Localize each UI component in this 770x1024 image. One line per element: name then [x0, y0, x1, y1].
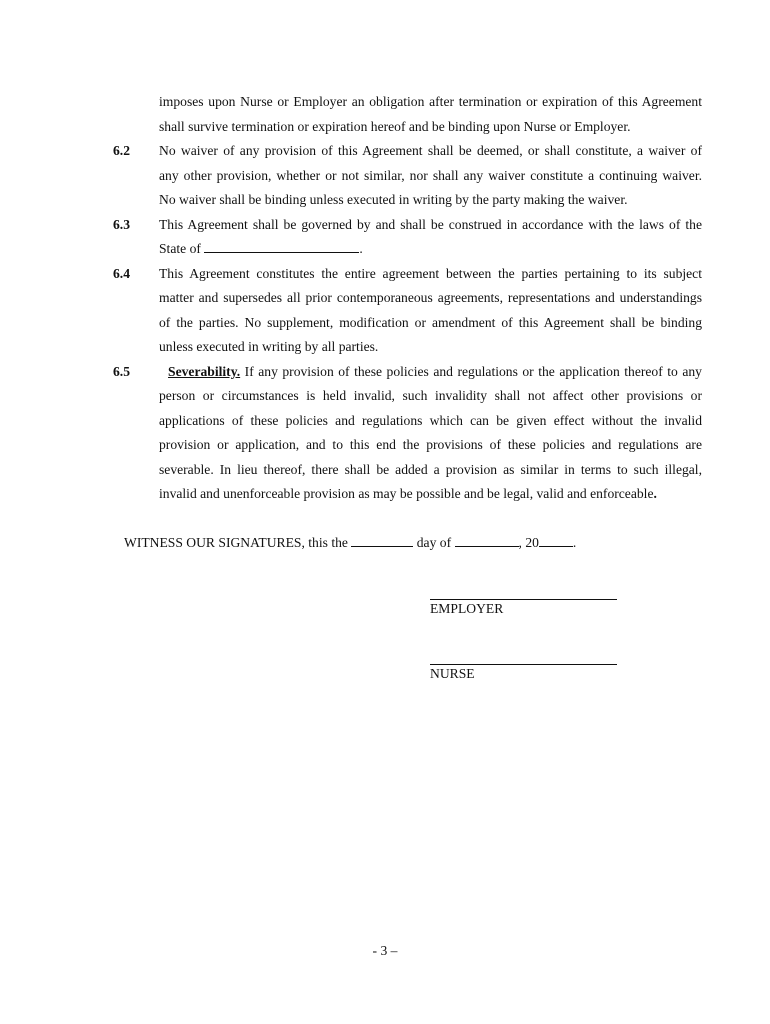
- continuation-line-2: shall survive termination or expiration hereof and be binding upon Nurse or Employer.: [159, 118, 631, 134]
- section-number-6-5: 6.5: [113, 363, 130, 379]
- section-6-5-line-5: severable. In lieu thereof, there shall be added a provision as similar in terms to such illegal,: [159, 461, 702, 477]
- section-6-5-last-line: invalid and unenforceable provision as may be possible and be legal, valid and enforceable: [159, 486, 654, 501]
- witness-end-period: .: [572, 535, 577, 550]
- section-6-5-end-period: .: [653, 486, 657, 501]
- section-6-4-line-3: of the parties. No supplement, modification or amendment of this Agreement shall be binding: [159, 314, 702, 330]
- state-period: .: [359, 241, 363, 256]
- witness-line: [124, 531, 576, 556]
- employer-label: EMPLOYER: [430, 601, 504, 616]
- witness-year-blank[interactable]: [539, 534, 573, 547]
- section-6-4-line-1: This Agreement constitutes the entire agreement between the parties pertaining to its subject: [159, 265, 702, 281]
- severability-heading: Severability.: [168, 363, 241, 379]
- section-6-5-line-2: person or circumstances is held invalid, such invalidity shall not affect other provisions or: [159, 388, 702, 403]
- page-number: - 3 –: [372, 943, 398, 958]
- section-6-3-line-2: [159, 237, 363, 262]
- section-6-2-line-2: any other provision, whether or not similar, nor shall any waiver constitute a continuing waiver.: [159, 167, 702, 183]
- nurse-label: NURSE: [430, 666, 475, 681]
- section-6-5-line-3: applications of these policies and regulations which can be given effect without the invalid: [159, 412, 702, 428]
- witness-month-blank[interactable]: [455, 534, 519, 547]
- section-number-6-3: 6.3: [113, 216, 130, 232]
- section-6-5-line-6: [159, 482, 657, 507]
- section-6-3-line-1: This Agreement shall be governed by and shall be construed in accordance with the laws of the: [159, 216, 702, 232]
- witness-comma-20: , 20: [518, 535, 539, 550]
- continuation-line-1: imposes upon Nurse or Employer an obligation after termination or expiration of this Agreement: [159, 94, 702, 109]
- section-6-2-line-3: No waiver shall be binding unless executed in writing by the party making the waiver.: [159, 192, 628, 207]
- state-of-label: State of: [159, 241, 201, 256]
- witness-day-blank[interactable]: [351, 534, 413, 547]
- witness-day-of: day of: [416, 535, 452, 550]
- section-6-5-first-line-rest: If any provision of these policies and regulations or the application thereof to any: [244, 363, 702, 379]
- witness-prefix: WITNESS OUR SIGNATURES, this the: [124, 535, 348, 550]
- section-6-5-line-1: [159, 360, 702, 385]
- section-6-4-line-2: matter and supersedes all prior contemporaneous agreements, representations and understandings: [159, 290, 702, 305]
- section-number-6-4: 6.4: [113, 265, 130, 281]
- section-6-5-line-4: provision or application, and to this end the provisions of these policies and regulations are: [159, 437, 702, 452]
- section-number-6-2: 6.2: [113, 143, 130, 158]
- section-6-2-line-1: No waiver of any provision of this Agreement shall be deemed, or shall constitute, a waiver of: [159, 143, 702, 158]
- section-6-4-line-4: unless executed in writing by all parties.: [159, 339, 379, 354]
- state-blank-field[interactable]: [204, 240, 359, 253]
